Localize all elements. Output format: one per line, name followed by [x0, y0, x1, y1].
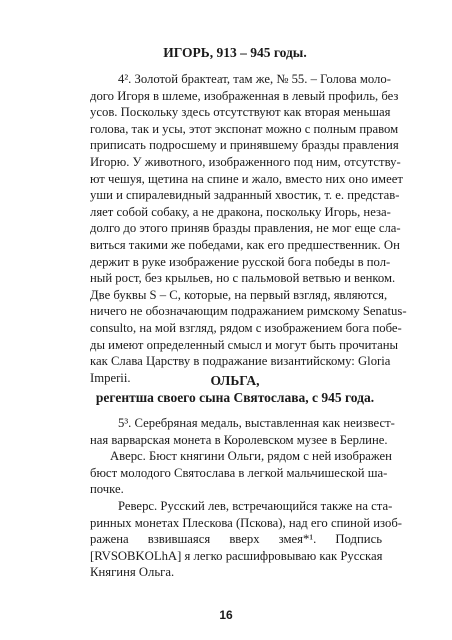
text-line: почке. — [90, 482, 124, 497]
section-title-olga-subtitle: регентша своего сына Святослава, с 945 года. — [95, 390, 375, 405]
text-line: ды имеют определенный смысл и могут быть прочитаны — [90, 337, 399, 352]
section-title-olga-name: ОЛЬГА, — [210, 373, 260, 388]
paragraph-olga-reverse — [90, 498, 403, 581]
paragraph-olga-medal — [90, 415, 395, 448]
paragraph-igor — [90, 71, 407, 386]
text-line: бюст молодого Святослава в легкой мальчишеской ша- — [90, 465, 388, 480]
text-line: Imperii. — [90, 370, 131, 385]
section-title-igor: ИГОРЬ, 913 – 945 годы. — [163, 45, 307, 60]
text-line: Две буквы S – С, которые, на первый взгляд, являются, — [90, 287, 388, 302]
text-line: как Слава Царству в подражание византийскому: Gloria — [90, 354, 391, 369]
page-number: 16 — [219, 608, 233, 622]
text-line: держит в руке изображение русской бога победы в пол- — [90, 254, 391, 269]
paragraph-olga-obverse — [90, 448, 392, 498]
text-line: ют чешуя, щетина на спине и жало, вместо них оно имеет — [90, 171, 403, 186]
text-line: приписать подросшему и принявшему бразды правления — [90, 138, 399, 153]
text-line: уши и спиралевидный задранный хвостик, т. е. представ- — [90, 188, 400, 203]
text-line: ный рост, без крыльев, но с пальмовой ветвью и венком. — [90, 271, 396, 286]
text-line: виться такими же победами, как его предшественник. Он — [90, 237, 400, 252]
section-title-olga — [90, 372, 380, 406]
text-line: ляет собой собаку, а не дракона, поскольку Игорь, неза- — [90, 204, 391, 219]
text-line: ринных монетах Плескова (Пскова), над его спиной изоб- — [90, 515, 403, 530]
text-line: ная варварская монета в Королевском музее в Берлине. — [90, 432, 388, 447]
text-line: ничего не обозначающим подражанием римскому Senatus- — [90, 304, 407, 319]
text-line: долго до этого приняв бразды правления, не мог еще сла- — [90, 221, 401, 236]
text-line: ражена взвившаяся вверх змея*¹. Подпись — [90, 532, 382, 547]
text-line: consulto, на мой взгляд, рядом с изображением бога побе- — [90, 320, 402, 335]
text-line: Игорю. У животного, изображенного под ним, отсутству- — [90, 154, 401, 169]
text-line: Княгиня Ольга. — [90, 565, 175, 580]
text-line: голова, так и усы, этот экспонат можно с полным правом — [90, 121, 399, 136]
text-line: 4². Золотой брактеат, там же, № 55. – Голова моло- — [118, 72, 391, 86]
text-line: [RVSOBKOLhA] я легко расшифровываю как Русская — [90, 548, 383, 563]
text-line: 5³. Серебряная медаль, выставленная как неизвест- — [118, 416, 395, 430]
text-line: Реверс. Русский лев, встречающийся также на ста- — [118, 499, 393, 513]
text-line: Аверс. Бюст княгини Ольги, рядом с ней изображен — [110, 449, 392, 463]
text-line: усов. Поскольку здесь отсутствуют как вторая меньшая — [90, 105, 391, 120]
text-line: дого Игоря в шлеме, изображенная в левый профиль, без — [90, 88, 399, 103]
